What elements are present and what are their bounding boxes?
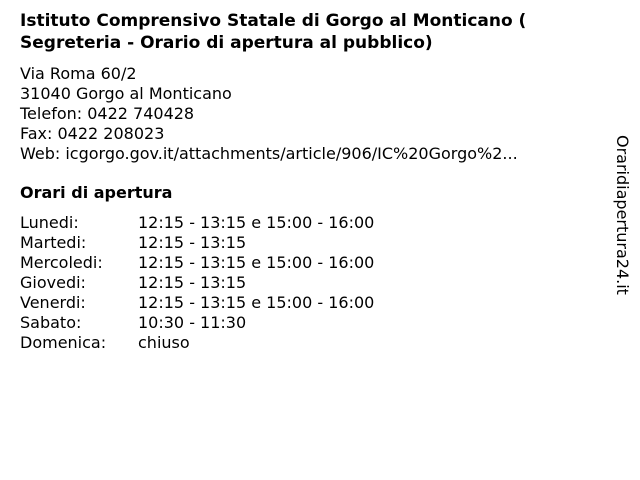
- hours-row-wednesday: [20, 253, 374, 273]
- address-block: [20, 64, 518, 164]
- time-value: 10:30 - 11:30: [138, 313, 247, 332]
- page-title: Istituto Comprensivo Statale di Gorgo al Monticano ( Segreteria - Orario di apertura al pubblico): [20, 11, 527, 53]
- day-label: Mercoledi:: [20, 253, 103, 272]
- website-link[interactable]: Web: icgorgo.gov.it/attachments/article/906/IC%20Gorgo%2...: [20, 144, 518, 163]
- day-label: Venerdi:: [20, 293, 86, 312]
- fax-number: Fax: 0422 208023: [20, 124, 165, 143]
- day-label: Giovedi:: [20, 273, 86, 292]
- time-value: chiuso: [138, 333, 190, 352]
- day-label: Martedi:: [20, 233, 87, 252]
- opening-hours-title: Orari di apertura: [20, 183, 173, 202]
- hours-row-saturday: [20, 313, 374, 333]
- hours-row-thursday: [20, 273, 374, 293]
- time-value: 12:15 - 13:15: [138, 273, 247, 292]
- hours-row-monday: [20, 213, 374, 233]
- time-value: 12:15 - 13:15 e 15:00 - 16:00: [138, 293, 375, 312]
- opening-hours-table: [20, 213, 374, 353]
- address-city: 31040 Gorgo al Monticano: [20, 84, 232, 103]
- address-street: Via Roma 60/2: [20, 64, 137, 83]
- phone-number: Telefon: 0422 740428: [20, 104, 195, 123]
- hours-row-sunday: [20, 333, 374, 353]
- hours-row-tuesday: [20, 233, 374, 253]
- time-value: 12:15 - 13:15 e 15:00 - 16:00: [138, 253, 375, 272]
- hours-row-friday: [20, 293, 374, 313]
- time-value: 12:15 - 13:15: [138, 233, 247, 252]
- day-label: Sabato:: [20, 313, 82, 332]
- day-label: Domenica:: [20, 333, 107, 352]
- site-brand-watermark: Oraridiapertura24.it: [613, 135, 632, 295]
- day-label: Lunedi:: [20, 213, 79, 232]
- time-value: 12:15 - 13:15 e 15:00 - 16:00: [138, 213, 375, 232]
